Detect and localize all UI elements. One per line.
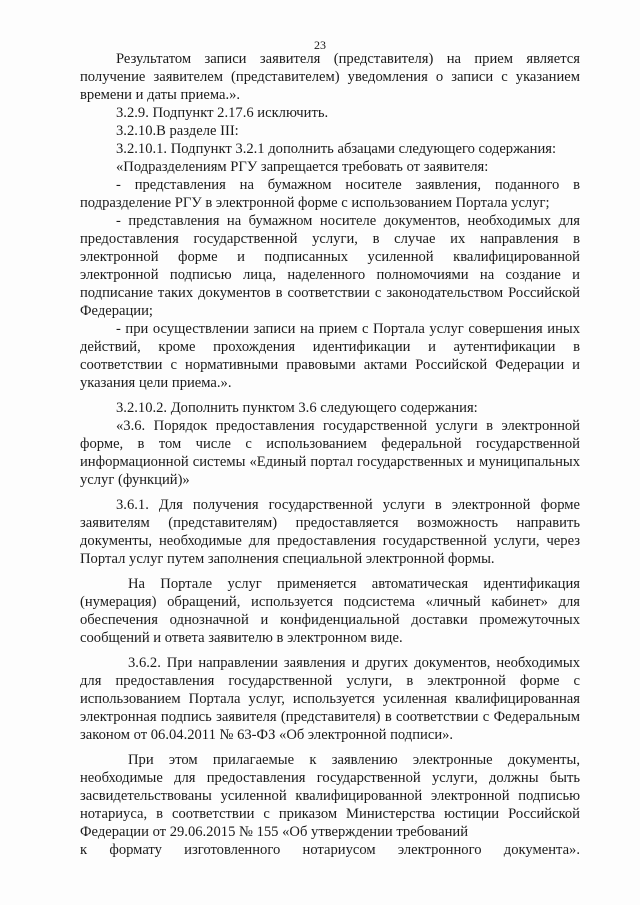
paragraph-3-2-10: 3.2.10.В разделе III: xyxy=(116,123,239,139)
paragraph-3-2-9: 3.2.9. Подпункт 2.17.6 исключить. xyxy=(116,105,329,121)
paragraph-3-2-10-2: 3.2.10.2. Дополнить пунктом 3.6 следующего содержания: xyxy=(116,400,478,416)
paragraph-attached-documents: При этом прилагаемые к заявлению электронные документы, необходимые для предоставления государственной услуги, должны быть засвидетельствованы усиленной квалифицированной электронной подписью нотариуса, в соответствии с приказом Министерства юстиции Российской Федерации от 29.06.2015 № 155 «Об утверждении требований xyxy=(80,752,580,840)
paragraph-rgu-prohibition: «Подразделениям РГУ запрещается требовать от заявителя: xyxy=(116,159,489,175)
page-number: 23 xyxy=(314,38,326,52)
paragraph-3-6-1: 3.6.1. Для получения государственной услуги в электронной форме заявителям (представителям) предоставляется возможность направить документы, необходимые для предоставления государственной услуги, через Портал услуг путем заполнения специальной электронной формы. xyxy=(80,497,580,567)
list-item-appointment-actions: - при осуществлении записи на прием с Портала услуг совершения иных действий, кроме прохождения идентификации и аутентификации в соответствии с нормативными правовыми актами Российской Федерации и указания цели приема.». xyxy=(80,321,580,391)
paragraph-result-of-registration: Результатом записи заявителя (представителя) на прием является получение заявителем (представителем) уведомления о записи с указанием времени и даты приема.». xyxy=(80,51,580,103)
paragraph-3-6-2: 3.6.2. При направлении заявления и других документов, необходимых для предоставления государственной услуги, в электронной форме с использованием Портала услуг, используется усиленная квалифицированная электронная подпись заявителя (представителя) в соответствии с Федеральным законом от 06.04.2011 № 63-ФЗ «Об электронной подписи». xyxy=(80,655,580,743)
list-item-paper-application: - представления на бумажном носителе заявления, поданного в подразделение РГУ в электронной форме с использованием Портала услуг; xyxy=(80,177,580,211)
document-body xyxy=(80,50,580,859)
paragraph-notary-format: к формату изготовленного нотариусом электронного документа». xyxy=(80,842,580,858)
list-item-paper-documents: - представления на бумажном носителе документов, необходимых для предоставления государственной услуги, в случае их направления в электронной форме и подписанных усиленной квалифицированной электронной подписью лица, наделенного полномочиями на создание и подписание таких документов в соответствии с законодательством Российской Федерации; xyxy=(80,213,580,319)
paragraph-3-2-10-1: 3.2.10.1. Подпункт 3.2.1 дополнить абзацами следующего содержания: xyxy=(116,141,557,157)
paragraph-portal-identification: На Портале услуг применяется автоматическая идентификация (нумерация) обращений, используется подсистема «личный кабинет» для обеспечения однозначной и конфиденциальной доставки промежуточных сообщений и ответа заявителю в электронном виде. xyxy=(80,576,580,646)
paragraph-section-3-6-heading: «3.6. Порядок предоставления государственной услуги в электронной форме, в том числе с использованием федеральной государственной информационной системы «Единый портал государственных и муниципальных услуг (функций)» xyxy=(80,418,580,488)
